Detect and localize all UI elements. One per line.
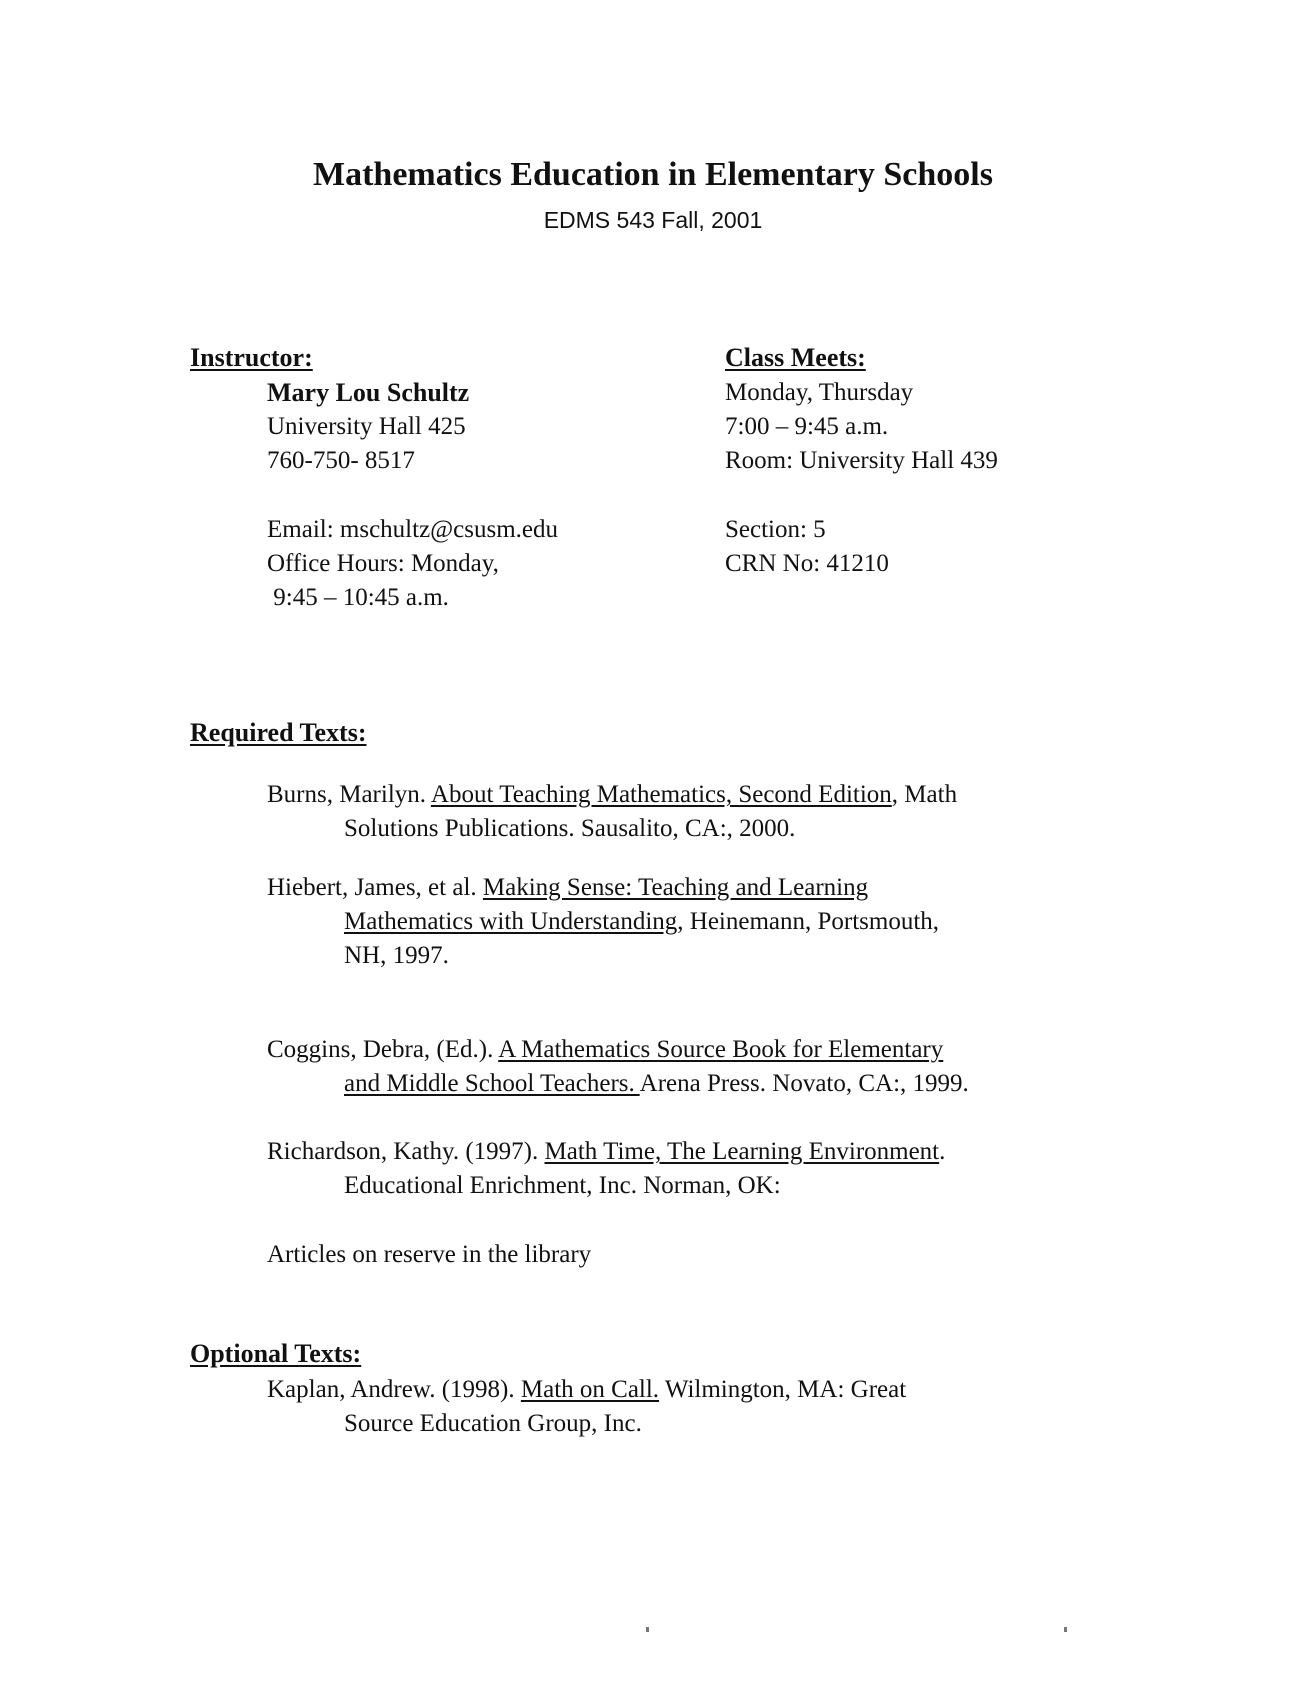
ref-punctuation: .	[939, 1138, 946, 1165]
ref-title-continued: and Middle School Teachers.	[344, 1070, 640, 1097]
class-room: Room: University Hall 439	[725, 447, 998, 474]
ref-title: Math on Call.	[520, 1376, 660, 1403]
reference-coggins	[267, 1033, 1167, 1101]
instructor-email: Email: mschultz@csusm.edu	[267, 516, 559, 543]
class-meets-heading: Class Meets:	[725, 343, 866, 372]
optional-texts-heading: Optional Texts:	[190, 1339, 362, 1368]
ref-continuation: NH, 1997.	[344, 942, 449, 969]
articles-note: Articles on reserve in the library	[267, 1241, 592, 1268]
scan-mark	[1064, 1627, 1067, 1632]
ref-continuation: Solutions Publications. Sausalito, CA:, 2000.	[344, 815, 796, 842]
reference-burns	[267, 778, 1127, 846]
ref-author: Kaplan, Andrew. (1998).	[267, 1376, 521, 1403]
document-title: Mathematics Education in Elementary Schools	[313, 156, 993, 193]
required-texts-heading: Required Texts:	[190, 718, 367, 747]
reference-kaplan	[267, 1373, 1127, 1441]
ref-author: Richardson, Kathy. (1997).	[267, 1138, 545, 1165]
class-section: Section: 5	[725, 516, 826, 543]
scan-mark	[646, 1627, 649, 1632]
class-time: 7:00 – 9:45 a.m.	[725, 413, 889, 440]
office-hours-line2: 9:45 – 10:45 a.m.	[267, 584, 449, 611]
ref-title: A Mathematics Source Book for Elementary	[498, 1036, 944, 1063]
ref-author: Burns, Marilyn.	[267, 781, 431, 808]
ref-continuation: Educational Enrichment, Inc. Norman, OK:	[344, 1172, 781, 1199]
reference-richardson	[267, 1135, 1127, 1203]
instructor-phone: 760-750- 8517	[267, 447, 415, 474]
ref-publisher: Arena Press. Novato, CA:, 1999.	[639, 1070, 969, 1097]
instructor-heading: Instructor:	[190, 343, 313, 372]
reference-hiebert	[267, 871, 1127, 973]
ref-title: Math Time, The Learning Environment	[544, 1138, 940, 1165]
ref-publisher: Wilmington, MA: Great	[659, 1376, 907, 1403]
course-code-term: EDMS 543 Fall, 2001	[543, 207, 763, 233]
class-days: Monday, Thursday	[725, 379, 914, 406]
ref-title: Making Sense: Teaching and Learning	[482, 874, 869, 901]
class-crn: CRN No: 41210	[725, 550, 889, 577]
office-hours-line1: Office Hours: Monday,	[267, 550, 499, 577]
ref-publisher: , Heinemann, Portsmouth,	[677, 908, 940, 935]
instructor-name: Mary Lou Schultz	[267, 378, 470, 407]
ref-author: Hiebert, James, et al.	[267, 874, 483, 901]
ref-title: About Teaching Mathematics, Second Edition	[430, 781, 892, 808]
ref-continuation: Source Education Group, Inc.	[344, 1410, 642, 1437]
ref-title-continued: Mathematics with Understanding	[344, 908, 678, 935]
ref-author: Coggins, Debra, (Ed.).	[267, 1036, 499, 1063]
ref-publisher: , Math	[891, 781, 958, 808]
instructor-office: University Hall 425	[267, 413, 466, 440]
